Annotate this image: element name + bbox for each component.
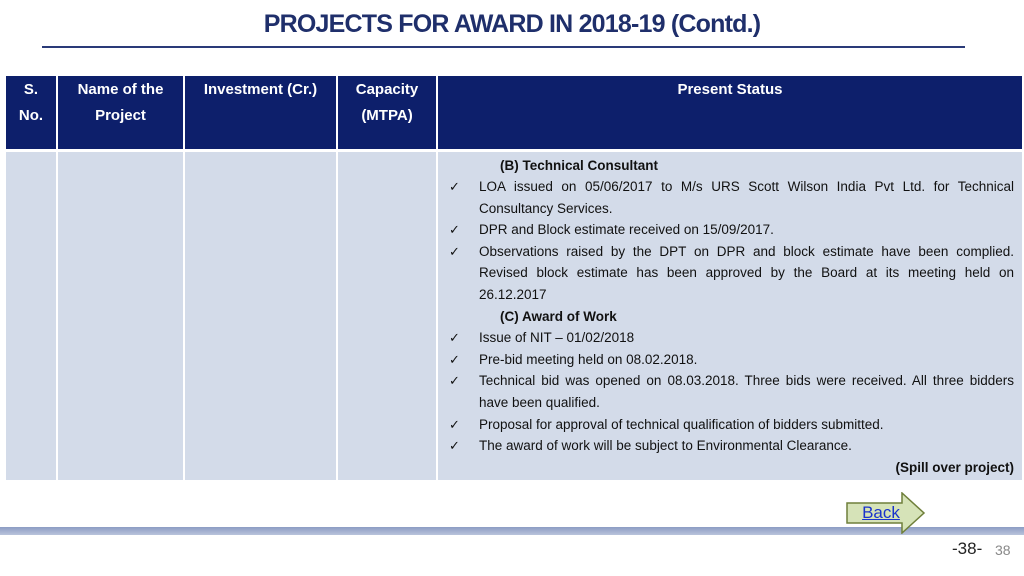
list-item-text: Pre-bid meeting held on 08.02.2018. — [479, 351, 698, 367]
list-item — [446, 349, 1014, 371]
table-header-row — [6, 76, 1022, 150]
back-link-label[interactable]: Back — [862, 503, 900, 522]
list-item — [446, 219, 1014, 241]
check-icon: ✓ — [449, 179, 460, 195]
check-icon: ✓ — [449, 416, 460, 432]
check-icon: ✓ — [449, 222, 460, 238]
header-present-status — [437, 76, 1022, 150]
list-item-text: The award of work will be subject to Environmental Clearance. — [479, 438, 852, 454]
slide-number: 38 — [995, 542, 1011, 558]
check-icon: ✓ — [449, 330, 460, 346]
header-name-line1: Name of the — [77, 81, 164, 98]
header-capacity-line1: Capacity — [355, 81, 419, 98]
header-status-label: Present Status — [677, 81, 783, 98]
list-item — [446, 176, 1014, 219]
check-icon: ✓ — [449, 373, 460, 389]
projects-table — [6, 76, 1022, 480]
header-sno — [6, 76, 57, 150]
header-sno-line2: No. — [18, 107, 44, 124]
table-row — [6, 150, 1022, 480]
list-item-text: Issue of NIT – 01/02/2018 — [479, 330, 635, 346]
cell-investment — [184, 150, 337, 480]
list-item — [446, 327, 1014, 349]
list-item — [446, 414, 1014, 436]
section-technical-consultant: (B) Technical Consultant — [500, 157, 659, 173]
title-underline — [42, 46, 965, 48]
list-item — [446, 370, 1014, 413]
list-item-text: Proposal for approval of technical qualification of bidders submitted. — [479, 416, 884, 432]
cell-capacity — [337, 150, 437, 480]
header-investment — [184, 76, 337, 150]
check-icon: ✓ — [449, 243, 460, 259]
header-capacity — [337, 76, 437, 150]
header-name-line2: Project — [95, 107, 146, 124]
check-icon: ✓ — [449, 351, 460, 367]
cell-project-name — [57, 150, 184, 480]
list-item-text: DPR and Block estimate received on 15/09/2017. — [479, 222, 774, 238]
cell-sno — [6, 150, 57, 480]
header-investment-label: Investment (Cr.) — [203, 81, 318, 98]
header-project-name — [57, 76, 184, 150]
header-capacity-line2: (MTPA) — [361, 107, 413, 124]
list-item-text: LOA issued on 05/06/2017 to M/s URS Scott Wilson India Pvt Ltd. for Technical Consultancy Services. — [479, 179, 1014, 216]
check-icon: ✓ — [449, 438, 460, 454]
back-button[interactable] — [846, 492, 926, 534]
list-item — [446, 241, 1014, 306]
section-award-of-work: (C) Award of Work — [500, 308, 617, 324]
cell-present-status — [437, 150, 1022, 480]
slide-page-label: -38- — [952, 539, 983, 558]
list-item-text: Technical bid was opened on 08.03.2018. Three bids were received. All three bidders have been qualified. — [479, 373, 1014, 411]
spill-over-note: (Spill over project) — [895, 459, 1014, 475]
list-item — [446, 435, 1014, 457]
header-sno-line1: S. — [23, 81, 39, 98]
status-content — [438, 152, 1022, 479]
page-title: PROJECTS FOR AWARD IN 2018-19 (Contd.) — [263, 10, 761, 38]
list-item-text: Observations raised by the DPT on DPR and block estimate have been complied. Revised block estimate has been approved by the Board at its meeting held on 26.12.2017 — [479, 243, 1014, 303]
